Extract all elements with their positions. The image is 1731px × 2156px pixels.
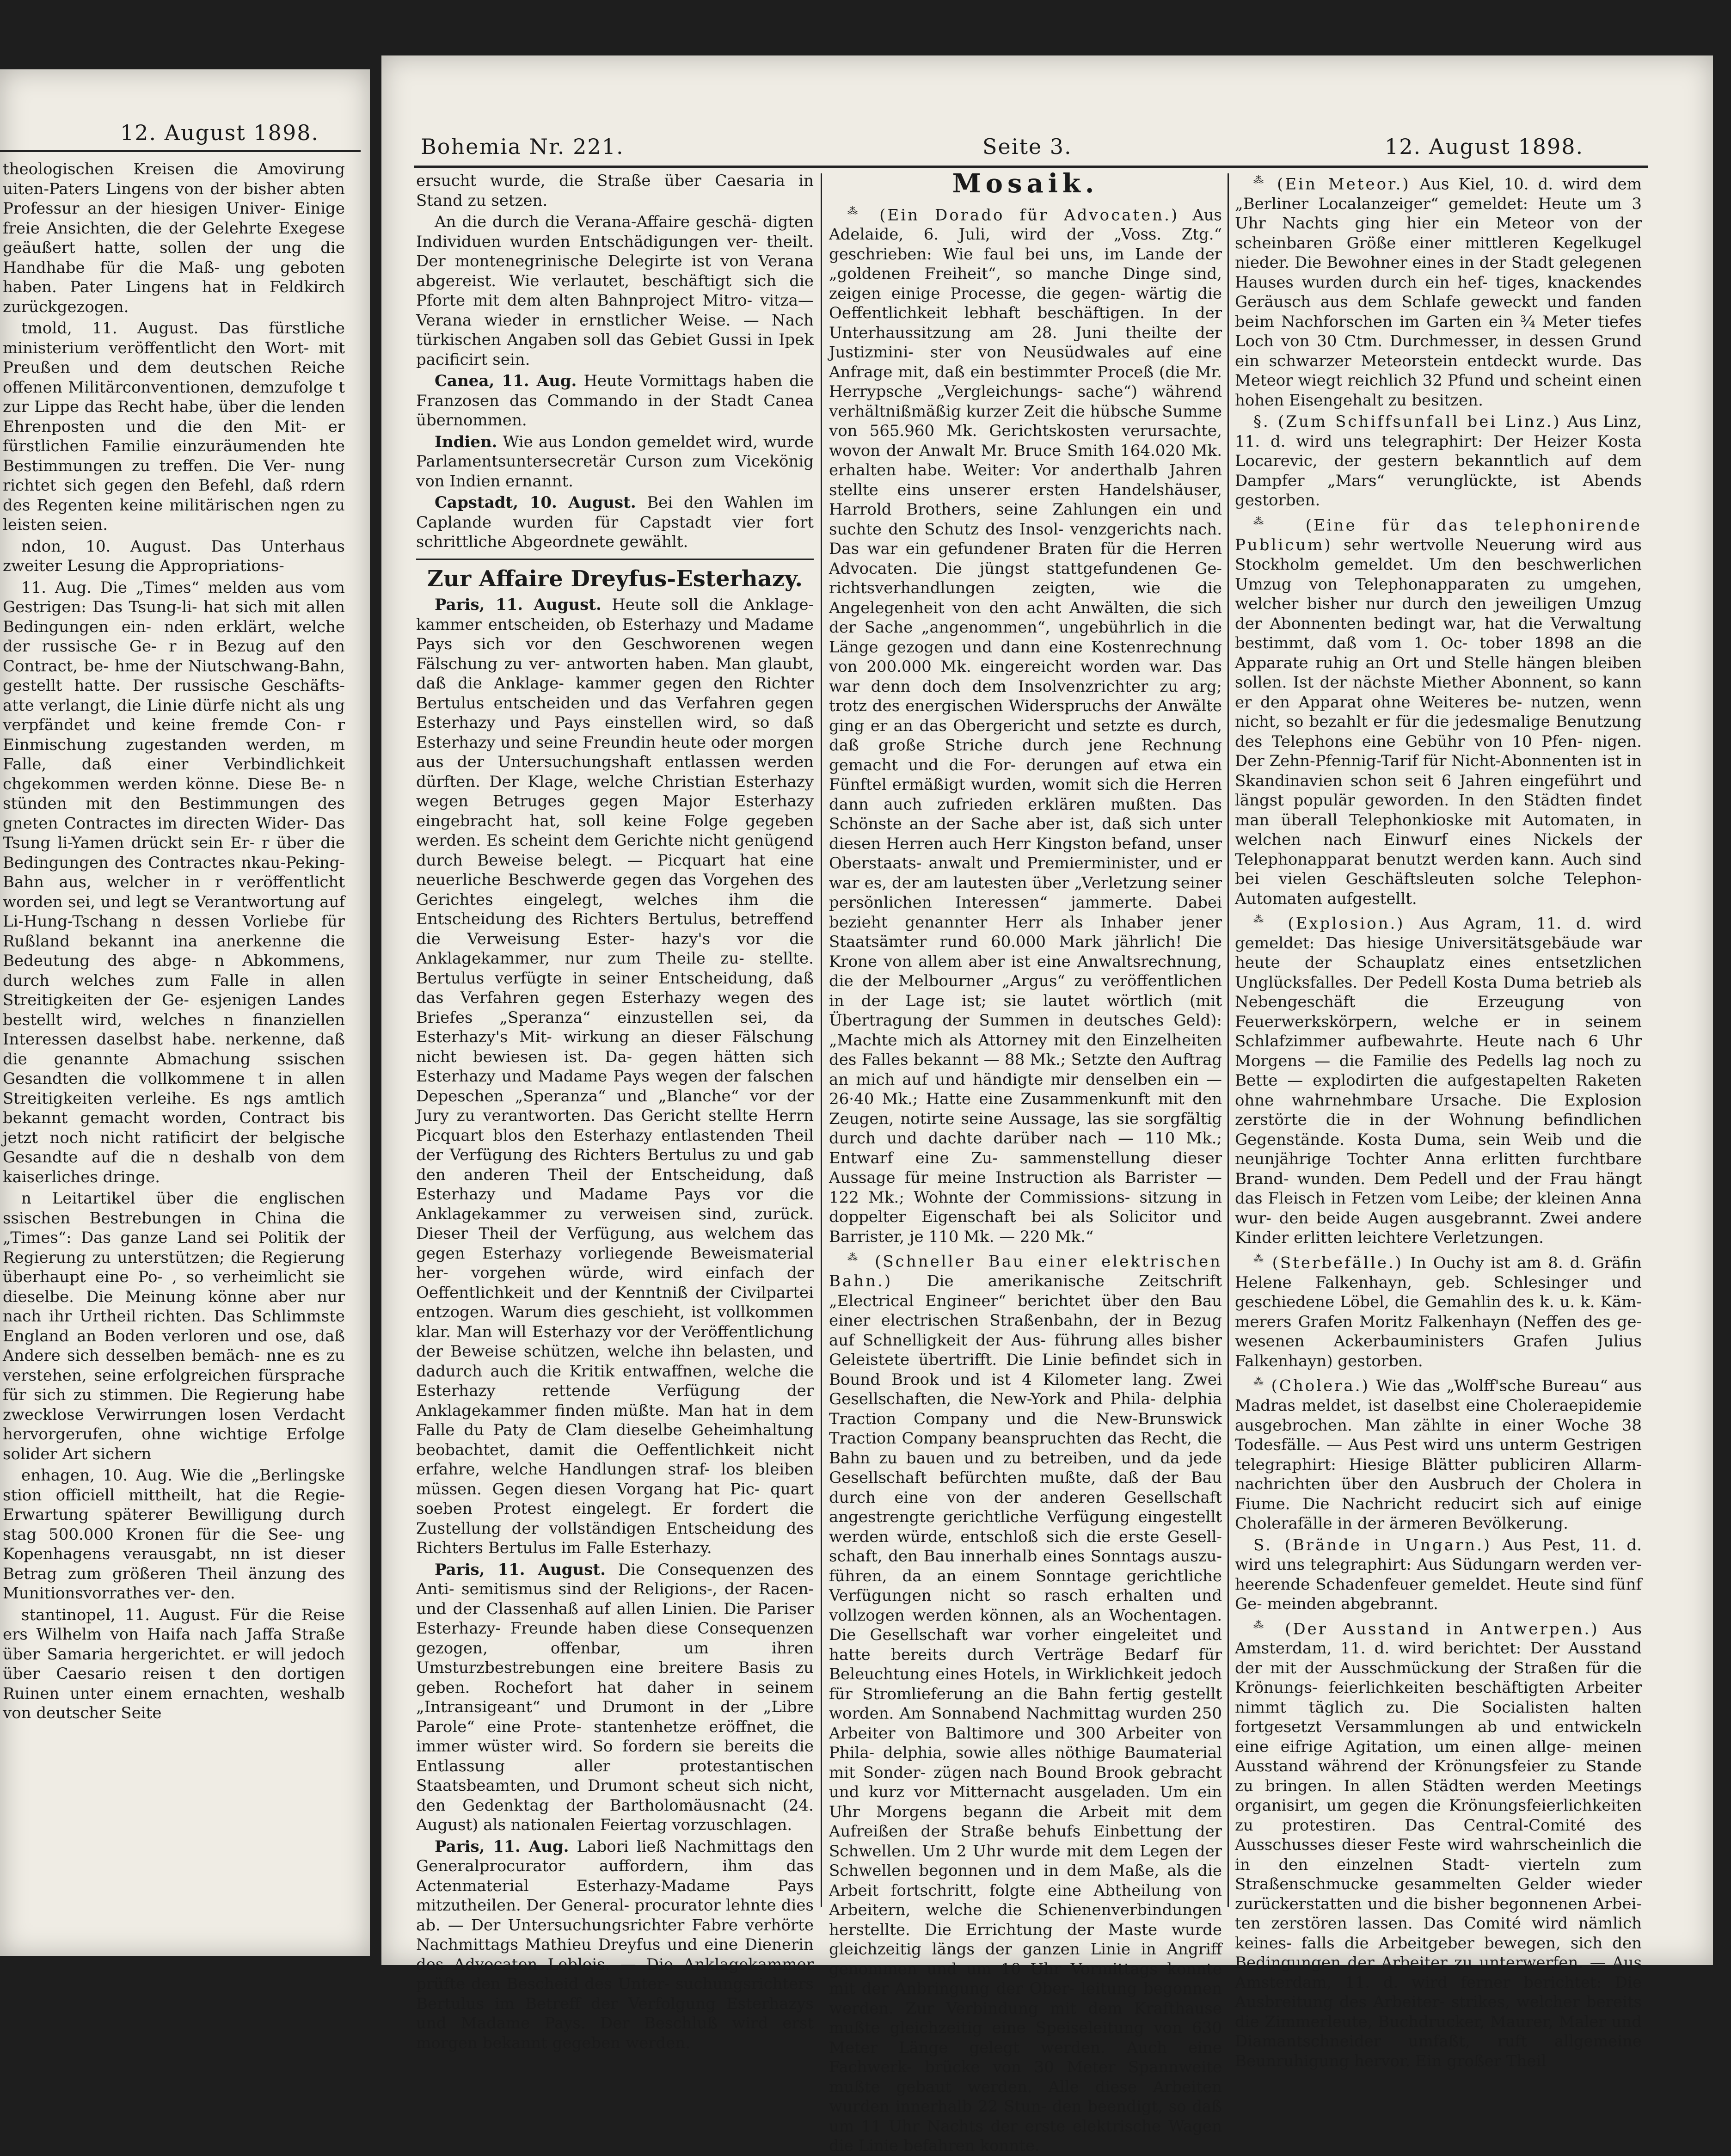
article-text (416, 595, 814, 1558)
dateline: Canea, 11. Aug. (435, 372, 577, 390)
article-text (1235, 1616, 1642, 2071)
left-paragraph: ndon, 10. August. Das Unterhaus zweiter Lesung die Appropriations- (3, 537, 345, 575)
dateline: Indien. (435, 432, 497, 451)
article-text (416, 432, 814, 491)
left-column (3, 160, 345, 1935)
article-text (416, 1837, 814, 2053)
article-body: In Ouchy ist am 8. d. Gräfin Helene Falkenhayn, geb. Schlesinger und geschiedene Löbel, die Gemahlin des k. u. k. Käm- merers Grafen Moritz Falkenhayn (Neffen des ge- wesenen Ackerbauministers Grafen Julius Falkenhayn) gestorben. (1235, 1253, 1642, 1370)
left-paragraph: enhagen, 10. Aug. Wie die „Berlingske stion officiell mittheilt, hat die Regie- Erwartung späterer Bewilligung durch stag 500.000 Kronen für die See- ung Kopenhagens verausgabt, nn ist dieser Betrag zum größeren Theil änzung des Munitionsvorrathes ver- den. (3, 1466, 345, 1603)
article-heading: (Der Ausstand in Antwerpen.) (1285, 1619, 1599, 1638)
column-2 (829, 168, 1222, 2156)
article-body: Heute Vormittags haben die Franzosen das Commando in der Stadt Canea übernommen. (416, 372, 814, 430)
article-text (1235, 171, 1642, 410)
article-body: Aus Amsterdam, 11. d. wird berichtet: Der Ausstand der mit der Ausschmückung der Straßen für die Krönungs- feierlichkeiten beschäftigten Arbeiter nimmt täglich zu. Die Socialisten halten fortgesetzt Versammlungen ab und entwickeln eine eifrige Agitation, um einen allge- meinen Ausstand während der Krönungsfeier zu Stande zu bringen. In allen Städten werden Meetings organisirt, um gegen die Krönungsfeierlichkeiten zu protestiren. Das Central-Comité des Ausschusses dieser Feste wird wahrscheinlich die in den einzelnen Stadt- vierteln zum Straßenschmucke gesammelten Gelder wieder zurückerstatten und die bisher begonnenen Arbei- ten zerstören lassen. Das Comité wird nämlich keines- falls die Arbeitgeber bewegen, sich den Bedingungen der Arbeiter zu unterwerfen. — Aus Amsterdam, 11. d. wird ferner berichtet: Die Ausbreitung des Arbeiter- strikes, welcher bereits die Zimmerleute, Buchdrucker, Maurer, Maler und Diamantschneider umfaßt, ruft allgemeine Beunruhigung hervor. Ein großer Theil (1235, 1619, 1642, 2070)
article-body: Wie aus London gemeldet wird, wurde Parlamentsuntersecretär Curson zum Vicekönig von Indien ernannt. (416, 432, 814, 491)
left-paragraph: n Leitartikel über die englischen ssischen Bestrebungen in China die „Times“: Das ganze Land sei Politik der Regierung zu unterstützen; die Regierung überhaupt eine Po- , so verheimlicht sie dieselbe. Die Meinung könne aber nur nach ihr Urtheil richten. Das Schlimmste England an Boden verloren und ose, daß Andere sich desselben bemäch- nne es zu verstehen, seine erfolgreichen fürsprache für sich zu stimmen. Die Regierung habe zwecklose Verwirrungen losen Verdacht hervorgerufen, ohne wichtige Erfolge solider Art sichern (3, 1189, 345, 1463)
asterism-icon: ⁂ (1253, 1253, 1265, 1265)
column-divider (821, 173, 822, 1907)
left-paragraph: tmold, 11. August. Das fürstliche ministerium veröffentlicht den Wort- mit Preußen und dem deutschen Reiche offenen Militärconventionen, demzufolge t zur Lippe das Recht habe, über die lenden Ehrenposten und die den Mit- er fürstlichen Familie einzuräumenden hte Bestimmungen zu treffen. Die Ver- nung richtet sich gegen den Befehl, daß rdern des Regenten keine militärischen ngen zu leisten seien. (3, 319, 345, 534)
dateline: Paris, 11. August. (435, 1560, 606, 1579)
article-text: An die durch die Verana-Affaire geschä- digten Individuen wurden Entschädigungen ver- theilt. Der montenegrinische Delegirte ist von Verana abgereist. Wie verlautet, beschäftigt sich die Pforte mit dem alten Bahnproject Mitro- vitza—Verana wieder in ernstlicher Weise. — Nach türkischen Angaben soll das Gebiet Gussi in Ipek pacificirt sein. (416, 213, 814, 369)
article-text: ersucht wurde, die Straße über Caesaria in Stand zu setzen. (416, 172, 814, 210)
column-1 (416, 171, 814, 2052)
column-3 (1235, 171, 1642, 2070)
article-heading: (Eine für das telephonirende Publicum) (1235, 516, 1642, 554)
header-rule (414, 166, 1648, 168)
section-rule (416, 559, 814, 560)
right-page (381, 55, 1713, 2156)
asterism-icon: ⁂ (847, 205, 866, 217)
column-divider (1228, 173, 1229, 1907)
article-body: Heute soll die Anklage- kammer entscheiden, ob Esterhazy und Madame Pays sich vor den Geschworenen wegen Fälschung zu ver- antworten haben. Man glaubt, daß die Anklage- kammer gegen den Richter Bertulus entscheiden und das Verfahren gegen Esterhazy und Pays einstellen wird, so daß Esterhazy und seine Freundin heute oder morgen aus der Untersuchungshaft entlassen werden dürften. Der Klage, welche Christian Esterhazy wegen Betruges gegen Major Esterhazy eingebracht hat, soll keine Folge gegeben werden. Es scheint dem Gerichte nicht genügend durch Beweise belegt. — Picquart hat eine neuerliche Beschwerde gegen das Vorgehen des Gerichtes eingelegt, welches ihm die Entscheidung des Richters Bertulus, betreffend die Verweisung Ester- hazy's vor die Anklagekammer, nur zum Theile zu- stellte. Bertulus verfügte in seiner Entscheidung, daß das Verfahren gegen Esterhazy wegen des Briefes „Speranza“ einzustellen sei, da Esterhazy's Mit- wirkung an dieser Fälschung nicht bewiesen ist. Da- gegen hätten sich Esterhazy und Madame Pays wegen der falschen Depeschen „Speranza“ und „Blanche“ vor der Jury zu verantworten. Das Gericht stellte Herrn Picquart blos den Esterhazy entlastenden Theil der Verfügung des Richters Bertulus zu und gab den anderen Theil der Entscheidung, daß Esterhazy und Madame Pays vor die Anklagekammer zu verweisen sind, zurück. Dieser Theil der Verfügung, aus welchem das gegen Esterhazy vorliegende Beweismaterial her- vorgehen würde, wird einfach der Oeffentlichkeit und der Kenntniß der Civilpartei entzogen. Warum dies geschieht, ist vollkommen klar. Man will Esterhazy vor der Veröffentlichung der Beweise schützen, welche ihn belasten, und dadurch auch die Kritik entwaffnen, welche die Esterhazy rettende Verfügung der Anklagekammer finden müßte. Man hat in dem Falle du Paty de Clam dieselbe Geheimhaltung beobachtet, damit die Oeffentlichkeit nicht erfahre, welche Handlungen straf- los bleiben müssen. Gegen diesen Vorgang hat Pic- quart soeben Protest eingelegt. Er fordert die Zustellung der vollständigen Entscheidung des Richters Bertulus im Falle Esterhazy. (416, 596, 814, 1557)
newspaper-issue: Bohemia Nr. 221. (421, 134, 624, 159)
dateline: Paris, 11. Aug. (435, 1837, 569, 1856)
asterism-icon: ⁂ (1253, 1376, 1265, 1388)
left-paragraph: 11. Aug. Die „Times“ melden aus vom Gestrigen: Das Tsung-li- hat sich mit allen Bedingungen ein- nden erklärt, welche der russische Ge- r in Bezug auf den Contract, be- hme der Niutschwang-Bahn, gestellt hatte. Der russische Geschäfts- atte verlangt, die Linie dürfe nicht als ung verpfändet und keine fremde Con- r Einmischung zugestanden werden, m Falle, daß einer Verbindlichkeit chgekommen werden könne. Diese Be- n stünden mit den Bestimmungen des gneten Contractes im directen Wider- Das Tsung li-Yamen drückt sein Er- r über die Bedingungen des Contractes nkau-Peking-Bahn aus, welcher in r veröffentlicht worden sei, und legt se Verantwortung auf Li-Hung-Tschang n dessen Vorliebe für Rußland bekannt ina anerkenne die Bedeutung des abge- n Abkommens, durch welches zum Falle in allen Streitigkeiten der Ge- esjenigen Landes bestellt wird, welches n finanziellen Interessen daselbst habe. nerkenne, daß die genannte Abmachung ssischen Gesandten die vollkommene t in allen Streitigkeiten verleihe. Es ngs amtlich bekannt gemacht worden, Contract bis jetzt noch nicht ratificirt der belgische Gesandte auf die n deshalb von dem kaiserliches dringe. (3, 578, 345, 1186)
page-date-left: 12. August 1898. (120, 120, 319, 145)
article-body: sehr wertvolle Neuerung wird aus Stockholm gemeldet. Um den beschwerlichen Umzug von Telephonapparaten zu umgehen, welcher bisher nur durch den jeweiligen Umzug der Abonnenten bedingt war, hat die Verwaltung bestimmt, daß vom 1. Oc- tober 1898 an die Apparate ruhig an Ort und Stelle hängen bleiben sollen. Ist der nächste Miether Abonnent, so kann er den Apparat ohne Weiteres be- nutzen, wenn nicht, so bezahlt er für die jedesmalige Benutzung des Telephons eine Gebühr von 10 Pfen- nigen. Der Zehn-Pfennig-Tarif für Nicht-Abonnenten ist in Skandinavien schon seit 6 Jahren eingeführt und längst populär geworden. In den Städten findet man überall Telephonkioske mit Automaten, in welchen nach Einwurf eines Nickels der Telephonapparat benutzt werden kann. Auch sind bei vielen Geschäftsleuten solche Telephon-Automaten aufgestellt. (1235, 535, 1642, 908)
article-text (1235, 1373, 1642, 1533)
article-body: Wie das „Wolff'sche Bureau“ aus Madras meldet, ist daselbst eine Choleraepidemie ausgebrochen. Man zählte in einer Woche 38 Todesfälle. — Aus Pest wird uns unterm Gestrigen telegraphirt: Hiesige Blätter publiciren Allarm- nachrichten über den Ausbruch der Cholera in Fiume. Die Nachricht reducirt sich auf einige Cholerafälle in der ärmeren Bevölkerung. (1235, 1376, 1642, 1533)
article-body: Aus Kiel, 10. d. wird dem „Berliner Localanzeiger“ gemeldet: Heute um 3 Uhr Nachts ging hier ein Meteor von der scheinbaren Größe einer mittleren Kegelkugel nieder. Die Bewohner eines in der Stadt gelegenen Hauses wurden durch ein hef- tiges, knackendes Geräusch aus dem Schlafe geweckt und fanden beim Nachforschen im Garten ein ¾ Meter tiefes Loch von 30 Ctm. Durchmesser, in dessen Grund ein schwarzer Meteorstein entdeckt wurde. Das Meteor wiegt reichlich 32 Pfund und scheint einen hohen Eisengehalt zu besitzen. (1235, 175, 1642, 410)
article-heading: §. (Zum Schiffsunfall bei Linz.) (1253, 412, 1561, 431)
article-heading: (Explosion.) (1288, 914, 1405, 933)
page-date: 12. August 1898. (1385, 134, 1584, 159)
article-body: Aus Pest, 11. d. wird uns telegraphirt: Aus Südungarn werden ver- heerende Schadenfeuer gemeldet. Heute sind fünf Ge- meinden abgebrannt. (1235, 1536, 1642, 1614)
asterism-icon: ⁂ (1253, 516, 1282, 528)
article-text (1235, 512, 1642, 909)
left-paragraph: stantinopel, 11. August. Für die Reise ers Wilhelm von Haifa nach Jaffa Straße über Samaria hergerichtet. er will jedoch über Caesario reisen t den dortigen Ruinen unter einem ernachten, weshalb von deutscher Seite (3, 1605, 345, 1722)
dateline: Paris, 11. August. (435, 596, 602, 614)
article-heading: (Ein Dorado für Advocaten.) (879, 205, 1179, 224)
left-paragraph: theologischen Kreisen die Amovirung uiten-Paters Lingens von der bisher abten Professur an der hiesigen Univer- Einige freie Ansichten, die der Gelehrte Exegese geäußert hatte, sollen der ung die Handhabe für die Maß- ung geboten haben. Pater Lingens hat in Feldkirch zurückgezogen. (3, 160, 345, 316)
article-text (416, 1560, 814, 1835)
article-text (829, 202, 1222, 1247)
article-text (1235, 1536, 1642, 1614)
article-heading: (Cholera.) (1271, 1376, 1370, 1395)
article-body: Die Consequenzen des Anti- semitismus sind der Religions-, der Racen- und der Classenhaß auf allen Linien. Die Pariser Esterhazy- Freunde haben diese Consequenzen gezogen, offenbar, um ihren Umsturzbestrebungen eine breitere Basis zu geben. Rochefort hat daher in seinem „Intransigeant“ und Drumont in der „Libre Parole“ eine Prote- stantenhetze eröffnet, die immer wüster wird. So fordern sie bereits die Entlassung aller protestantischen Staatsbeamten, und Drumont scheut sich nicht, den Gedenktag der Bartholomäusnacht (24. August) als nationalen Feiertag vorzuschlagen. (416, 1560, 814, 1834)
article-text (416, 371, 814, 430)
article-body: Bei den Wahlen im Caplande wurden für Capstadt vier fort schrittliche Abgeordnete gewählt. (416, 493, 814, 551)
asterism-icon: ⁂ (1253, 1619, 1272, 1631)
asterism-icon: ⁂ (1253, 175, 1268, 186)
article-body: Aus Linz, 11. d. wird uns telegraphirt: Der Heizer Kosta Locarevic, der gestern bekanntlich auf dem Dampfer „Mars“ verunglückte, ist Abends gestorben. (1235, 412, 1642, 510)
article-text (416, 493, 814, 552)
article-body: Aus Agram, 11. d. wird gemeldet: Das hiesige Universitätsgebäude war heute der Schauplatz eines entsetzlichen Unglücksfalles. Der Pedell Kosta Duma betrieb als Nebengeschäft die Erzeugung von Feuerwerkskörpern, welche er in seinem Schlafzimmer aufbewahrte. Heute nach 6 Uhr Morgens — die Familie des Pedells lag noch zu Bette — explodirten die aufgestapelten Raketen ohne wahrnehmbare Ursache. Die Explosion zerstörte die in der Wohnung befindlichen Gegenstände. Kosta Duma, sein Weib und die neunjährige Tochter Anna erlitten furchtbare Brand- wunden. Dem Pedell und der Frau hängt das Fleisch in Fetzen vom Leibe; der kleinen Anna wur- den beide Augen ausgebrannt. Zwei andere Kinder erlitten leichtere Verletzungen. (1235, 914, 1642, 1247)
article-heading: (Ein Meteor.) (1277, 175, 1411, 194)
asterism-icon: ⁂ (847, 1252, 864, 1264)
article-text (1235, 1250, 1642, 1371)
article-text (1235, 412, 1642, 510)
section-title: Mosaik. (952, 168, 1099, 199)
article-body: Labori ließ Nachmittags den Generalprocurator auffordern, ihm das Actenmaterial Esterhazy-Madame Pays mitzutheilen. Der General- procurator lehnte dies ab. — Der Untersuchungsrichter Fabre verhörte Nachmittags Mathieu Dreyfus und eine Dienerin des Advocaten Leblois. — Die Anklagekammer prüfte den Bescheid des Unter- suchungsrichters Bertulus im Betreff der Verfolgung Esterhazys und Madame Pays. Der Beschluß wird erst morgen bekannt gegeben werden. (416, 1837, 814, 2052)
article-text (1235, 910, 1642, 1248)
article-heading: (Schneller Bau einer elektrischen Bahn.) (829, 1252, 1222, 1291)
asterism-icon: ⁂ (1253, 914, 1273, 926)
article-heading: (Sterbefälle.) (1272, 1253, 1403, 1272)
article-body: Die amerikanische Zeitschrift „Electrical Engineer“ berichtet über den Bau einer electrischen Straßenbahn, der in Bezug auf Schnelligkeit der Aus- führung alles bisher Geleistete übertrifft. Die Linie befindet sich in Bound Brook und ist 4 Kilometer lang. Zwei Gesellschaften, die New-York and Phila- delphia Traction Company und die New-Brunswick Traction Company beanspruchten das Recht, die Bahn zu bauen und zu betreiben, und da jede Gesellschaft befürchten mußte, daß der Bau durch eine von der anderen Gesellschaft angestrengte gerichtliche Verfügung eingestellt werden würde, entschloß sich die erste Gesell- schaft, den Bau innerhalb eines Sonntags auszu- führen, da an einem Sonntage gerichtliche Verfügungen nicht so rasch erhalten und vollzogen werden können, als an Wochentagen. Die Gesellschaft war vorher eingeleitet und hatte bereits durch Verträge Bedarf für Beleuchtung eines Hotels, in Wirklichkeit jedoch für Stromlieferung an die Bahn fertig gestellt worden. Am Sonnabend Nachmittag wurden 250 Arbeiter von Baltimore und 300 Arbeiter von Phila- delphia, sowie alles nöthige Baumaterial mit Sonder- zügen nach Bound Brook gebracht und kurz vor Mitternacht ausgeladen. Um ein Uhr Morgens begann die Arbeit mit dem Aufreißen der Straße behufs Einbettung der Schwellen. Um 2 Uhr wurde mit dem Legen der Schwellen begonnen und in dem Maße, als die Arbeit fortschritt, folgte eine Abtheilung von Arbeitern, welche die Schienenverbindungen herstellte. Die Errichtung der Maste wurde gleichzeitig längs der ganzen Linie in Angriff genommen und um 10 Uhr Vormittags konnte mit der Anbringung der Ober- leitung begonnen werden. Zur Verbindung mit dem Krafthause mußte gleichzeitig eine Speiseleitung von 630 Meter Länge gelegt werden. Auch eine Fachwerk- brücke von 30 Meter Spannweite mußte gebaut werden. Alle diese Arbeiten wurden innerhalb 22 Stun- den beendigt, so daß um 11 Uhr Nachts der erste elektrische Wagen die Linie befahren konnte. (829, 1272, 1222, 2156)
section-title: Zur Affaire Dreyfus-Esterhazy. (427, 565, 803, 592)
article-text (829, 1248, 1222, 2156)
article-body: Aus Adelaide, 6. Juli, wird der „Voss. Ztg.“ geschrieben: Wie faul bei uns, im Lande der „goldenen Freiheit“, so manche Dinge sind, zeigen einige Processe, die gegen- wärtig die Oeffentlichkeit lebhaft beschäftigen. In der Unterhaussitzung am 28. Juni theilte der Justizmini- ster von Neusüdwales auf eine Anfrage mit, daß ein bestimmter Proceß (die Mr. Herrypsche „Vergleichungs- sache“) während verhältnißmäßig kurzer Zeit die hübsche Summe von 565.960 Mk. Gerichtskosten verursachte, wovon der Anwalt Mr. Bruce Smith 164.020 Mk. erhalten habe. Weiter: Vor anderthalb Jahren stellte eins unserer ersten Handelshäuser, Harrold Brothers, seine Zahlungen ein und suchte den Schutz des Insol- venzgerichts nach. Das war ein gefundener Braten für die Herren Advocaten. Die jüngst stattgefundenen Ge- richtsverhandlungen zeigten, wie die Angelegenheit von den acht Anwälten, die sich der Sache „angenommen“, ungebührlich in die Länge gezogen und dann eine Kostenrechnung von 200.000 Mk. eingereicht worden war. Das war denn doch dem Insolvenzrichter zu arg; trotz des energischen Widerspruchs der Anwälte ging er an das Obergericht und setzte es durch, daß große Striche durch jene Rechnung gemacht und die For- derungen auf etwa ein Fünftel ermäßigt wurden, womit sich die Herren dann auch zufrieden erklären mußten. Das Schönste an der Sache aber ist, daß sich unter diesen Herren auch Herr Kingston befand, unser Oberstaats- anwalt und Premierminister, und er war es, der am lautesten über „Verletzung seiner persönlichen Interessen“ jammerte. Dabei bezieht genannter Herr als Inhaber jener Staatsämter rund 60.000 Mark jährlich! Die Krone von allem aber ist eine Anwaltsrechnung, die der Melbourner „Argus“ zu veröffentlichen in der Lage ist; sie lautet wörtlich (mit Übertragung der Summen in deutsches Geld): „Machte mich als Attorney mit den Einzelheiten des Falles bekannt — 88 Mk.; Setzte den Auftrag an mich auf und händigte mir denselben ein — 26·40 Mk.; Hatte eine Zusammenkunft mit den Zeugen, notirte seine Aussage, las sie sorgfältig durch und dachte darüber nach — 110 Mk.; Entwarf eine Zu- sammenstellung dieser Aussage für meine Instruction als Barrister — 122 Mk.; Wohnte der Commissions- sitzung in doppelter Eigenschaft bei als Solicitor und Barrister, je 110 Mk. — 220 Mk.“ (829, 205, 1222, 1246)
left-page (0, 69, 370, 1956)
page-number: Seite 3. (982, 134, 1072, 159)
header-rule-left (0, 150, 361, 152)
article-heading: S. (Brände in Ungarn.) (1253, 1536, 1492, 1554)
dateline: Capstadt, 10. August. (435, 493, 636, 512)
